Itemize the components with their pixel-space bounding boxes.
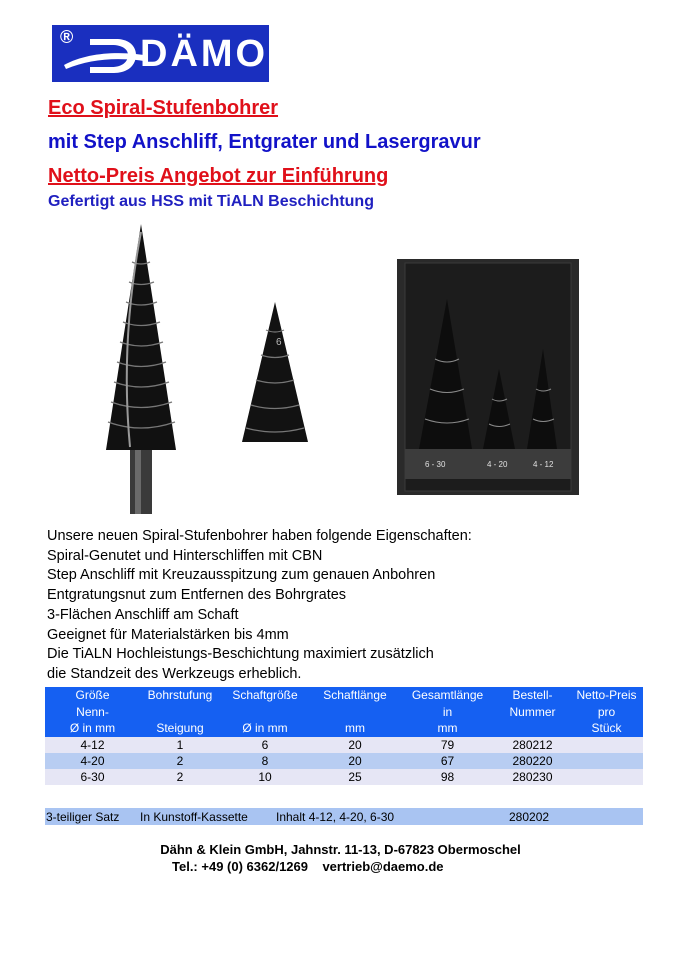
table-cell: 4-20 [80,753,105,768]
drill-size-mark: 6 [276,337,282,348]
table-header-row [45,704,643,721]
cassette-label-6-30: 6 - 30 [425,460,446,469]
header-cell: Nummer [509,704,556,719]
table-cell: 280230 [512,769,553,784]
table-cell: 98 [440,769,455,784]
cassette-label-4-12: 4 - 12 [533,460,554,469]
footer-contact [172,859,444,874]
feature-line: die Standzeit des Werkzeugs erheblich. [47,665,302,682]
feature-line: Spiral-Genutet und Hinterschliffen mit CBN [47,547,323,564]
table-header-row [45,687,643,704]
set-packaging: In Kunstoff-Kassette [140,810,248,824]
header-cell: Stück [591,721,622,735]
set-row [45,808,643,825]
table-cell: 1 [176,737,184,752]
feature-line: Die TiALN Hochleistungs-Beschichtung maximiert zusätzlich [47,646,434,663]
table-cell: 6 [261,737,269,752]
feature-line: Entgratungsnut zum Entfernen des Bohrgrates [47,587,347,604]
header-cell: pro [597,704,616,719]
table-cell: 2 [176,769,184,784]
table-cell: 6-30 [80,769,105,784]
footer-phone: Tel.: +49 (0) 6362/1269 [172,859,308,874]
step-drill-large-photo [100,222,182,514]
table-cell: 20 [348,753,362,768]
header-cell: Schaftgröße [232,688,298,702]
header-cell: mm [437,721,458,735]
footer-address: Dähn & Klein GmbH, Jahnstr. 11-13, D-67823 Obermoschel [160,842,521,857]
header-cell: Steigung [156,721,204,735]
header-cell: in [442,704,453,719]
header-cell: Ø in mm [69,721,116,735]
header-cell: Größe [75,688,110,702]
set-content: Inhalt 4-12, 4-20, 6-30 [276,810,395,824]
table-row [45,737,643,753]
table-cell: 8 [261,753,269,768]
table-cell: 280220 [512,753,553,768]
header-cell: Schaftlänge [323,688,387,702]
table-header-row [45,720,643,737]
brand-logo [52,25,269,82]
table-cell: 2 [176,753,184,768]
table-row [45,769,643,785]
product-table [45,687,643,785]
header-cell: Ø in mm [242,721,288,735]
feature-line: Step Anschliff mit Kreuzausspitzung zum genauen Anbohren [47,567,436,584]
header-cell: Gesamtlänge [411,688,484,702]
header-cell: Bohrstufung [147,688,213,702]
registered-mark: ® [60,27,74,47]
header-cell: Bestell- [512,688,553,702]
title-line-2: mit Step Anschliff, Entgrater und Lasergravur [48,131,481,153]
table-cell: 20 [348,737,362,752]
feature-line: 3-Flächen Anschliff am Schaft [47,606,239,623]
table-cell: 4-12 [80,737,105,752]
header-cell: Netto-Preis [576,688,637,702]
drill-set-cassette-photo [397,259,579,495]
table-cell: 79 [440,737,455,752]
set-number: 280202 [509,810,550,824]
brand-name: DÄMO [140,33,269,75]
feature-line: Unsere neuen Spiral-Stufenbohrer haben folgende Eigenschaften: [47,528,472,544]
title-line-1: Eco Spiral-Stufenbohrer [48,97,279,119]
table-row [45,753,643,769]
table-cell: 67 [440,753,455,768]
feature-line: Geeignet für Materialstärken bis 4mm [47,626,289,643]
table-cell: 10 [258,769,272,784]
header-cell: Nenn- [76,704,109,719]
footer-email[interactable]: vertrieb@daemo.de [322,859,444,874]
feature-list [47,527,472,685]
table-cell: 25 [348,769,362,784]
title-line-4: Gefertigt aus HSS mit TiALN Beschichtung [48,193,374,210]
set-name: 3-teiliger Satz [46,810,120,824]
step-drill-small-photo [238,300,313,442]
title-line-3: Netto-Preis Angebot zur Einführung [48,165,389,187]
cassette-label-4-20: 4 - 20 [487,460,508,469]
table-cell: 280212 [512,737,553,752]
header-cell: mm [345,721,365,735]
